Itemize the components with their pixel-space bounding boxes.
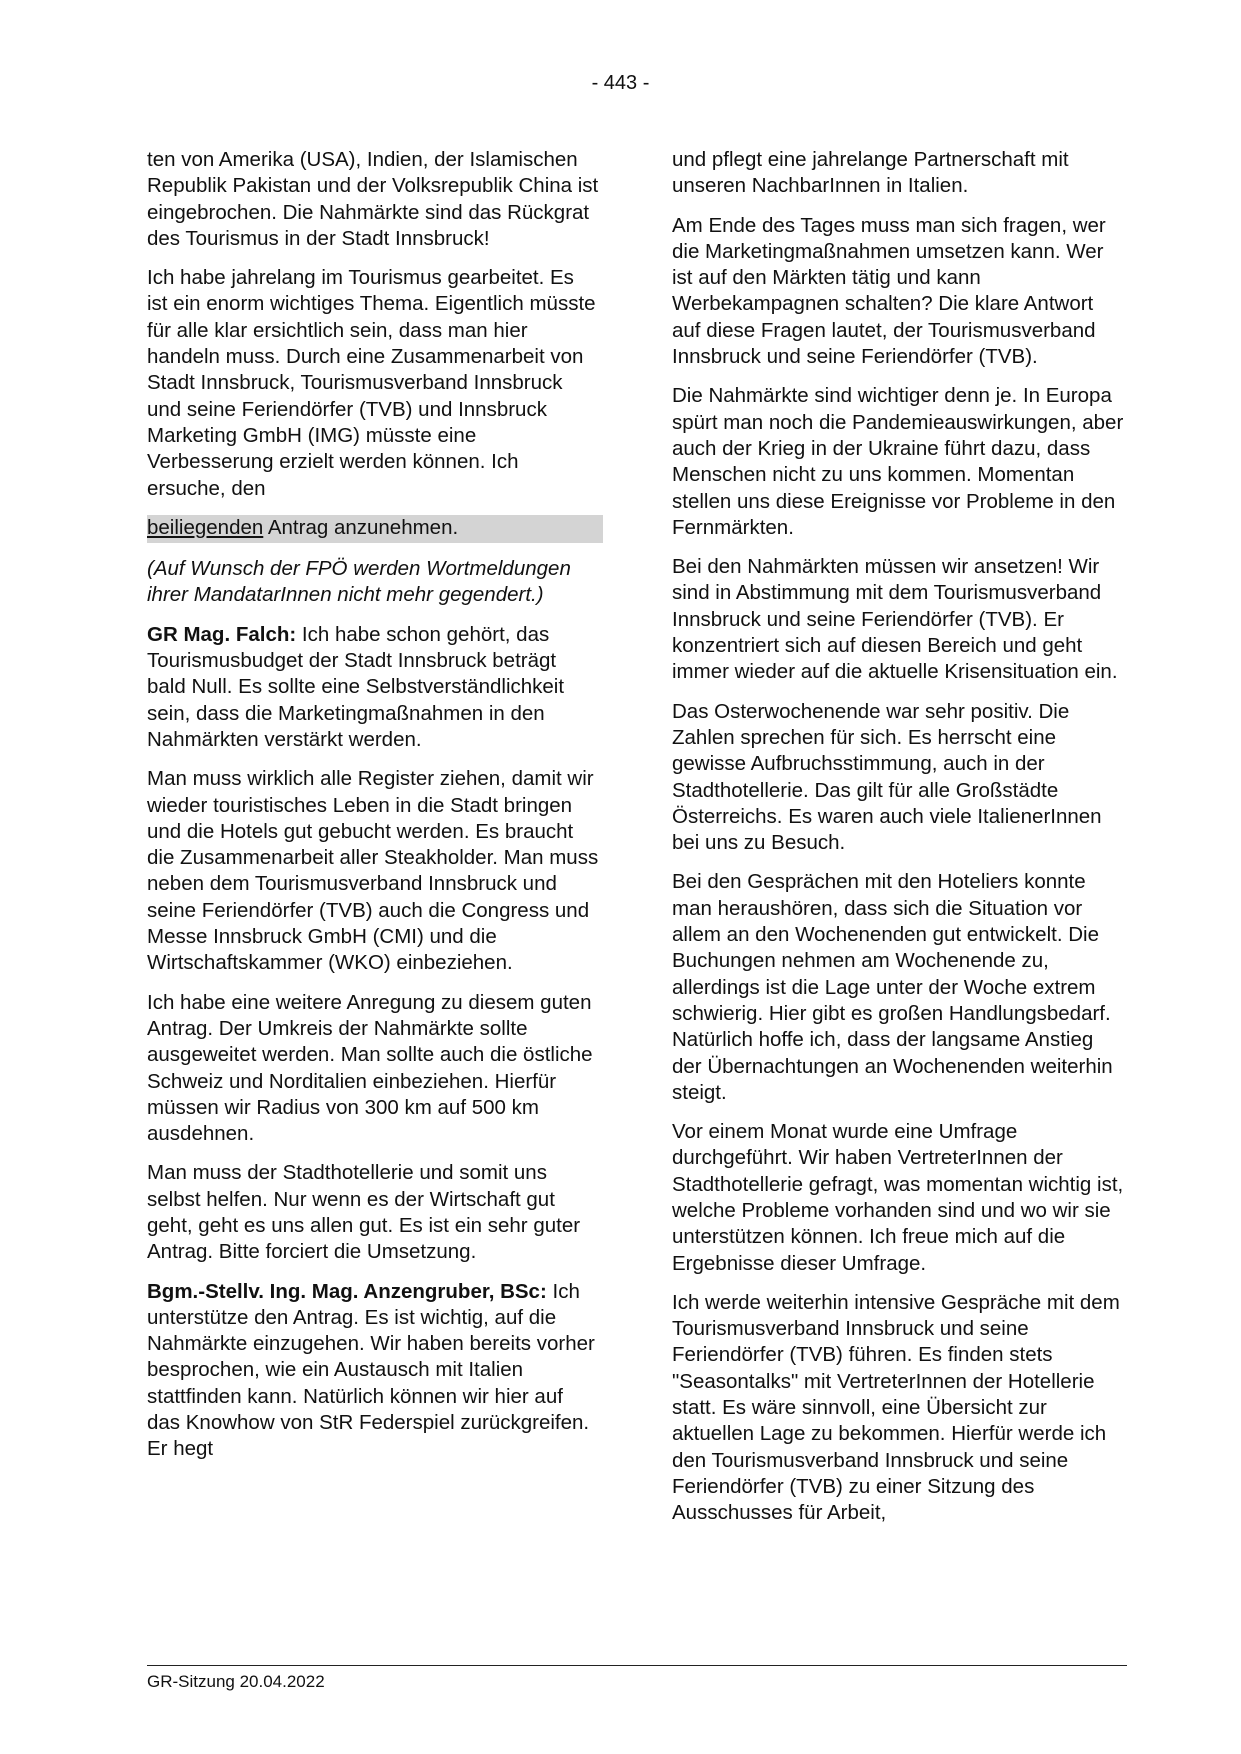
paragraph: und pflegt eine jahrelange Partnerschaft mit unseren NachbarInnen in Italien. <box>672 148 1069 198</box>
motion-text: Antrag anzunehmen. <box>263 515 459 539</box>
page-number: - 443 - <box>591 72 650 94</box>
left-column <box>147 147 599 1476</box>
motion-line <box>147 515 603 543</box>
paragraph: Bei den Nahmärkten müssen wir ansetzen! Wir sind in Abstimmung mit dem Tourismusverband Innsbruck und seine Feriendörfer (TVB). Er konzentriert sich auf diesen Bereich und geht immer wieder auf die aktuelle Krisensituation ein. <box>672 555 1118 684</box>
paragraph: Vor einem Monat wurde eine Umfrage durchgeführt. Wir haben VertreterInnen der Stadthotellerie gefragt, was momentan wichtig ist, welche Probleme vorhanden sind und wo wir sie unterstützen können. Ich freue mich auf die Ergebnisse dieser Umfrage. <box>672 1120 1124 1275</box>
paragraph: Ich werde weiterhin intensive Gespräche mit dem Tourismusverband Innsbruck und seine Feriendörfer (TVB) führen. Es finden stets "Seasontalks" mit VertreterInnen der Hotellerie statt. Es wäre sinnvoll, eine Übersicht zur aktuellen Lage zu bekommen. Hierfür werde ich den Tourismusverband Innsbruck und seine Feriendörfer (TVB) zu einer Sitzung des Ausschusses für Arbeit, <box>672 1290 1120 1525</box>
paragraph: Man muss der Stadthotellerie und somit uns selbst helfen. Nur wenn es der Wirtschaft gut geht, geht es uns allen gut. Es ist ein sehr guter Antrag. Bitte forciert die Umsetzung. <box>147 1161 581 1264</box>
speech-anzengruber <box>147 1279 599 1463</box>
paragraph: Man muss wirklich alle Register ziehen, damit wir wieder touristisches Leben in die Stadt bringen und die Hotels gut gebucht werden. Es braucht die Zusammenarbeit aller Steakholder. Man muss neben dem Tourismusverband Innsbruck und seine Feriendörfer (TVB) auch die Congress und Messe Innsbruck GmbH (CMI) und die Wirtschaftskammer (WKO) einbeziehen. <box>147 767 599 975</box>
paragraph: Ich habe eine weitere Anregung zu diesem guten Antrag. Der Umkreis der Nahmärkte sollte ausgeweitet werden. Man sollte auch die östliche Schweiz und Norditalien einbeziehen. Hierfür müssen wir Radius von 300 km auf 500 km ausdehnen. <box>147 990 593 1146</box>
speaker-name: GR Mag. Falch: <box>147 622 297 646</box>
speech-falch <box>147 622 599 753</box>
speech-text: Ich unterstütze den Antrag. Es ist wichtig, auf die Nahmärkte einzugehen. Wir haben bereits vorher besprochen, wie ein Austausch mit Italien stattfinden kann. Natürlich können wir hier auf das Knowhow von StR Federspiel zurückgreifen. Er hegt <box>147 1279 595 1461</box>
paragraph: ten von Amerika (USA), Indien, der Islamischen Republik Pakistan und der Volksrepublik China ist eingebrochen. Die Nahmärkte sind das Rückgrat des Tourismus in der Stadt Innsbruck! <box>147 148 599 250</box>
paragraph: Bei den Gesprächen mit den Hoteliers konnte man heraushören, dass sich die Situation vor allem an den Wochenenden gut entwickelt. Die Buchungen nehmen am Wochenende zu, allerdings ist die Lage unter der Woche extrem schwierig. Hier gibt es großen Handlungsbedarf. Natürlich hoffe ich, dass der langsame Anstieg der Übernachtungen an Wochenenden weiterhin steigt. <box>672 870 1113 1104</box>
paragraph: Ich habe jahrelang im Tourismus gearbeitet. Es ist ein enorm wichtiges Thema. Eigentlich müsste für alle klar ersichtlich sein, dass man hier handeln muss. Durch eine Zusammenarbeit von Stadt Innsbruck, Tourismusverband Innsbruck und seine Feriendörfer (TVB) und Innsbruck Marketing GmbH (IMG) müsste eine Verbesserung erzielt werden können. Ich ersuche, den <box>147 266 596 500</box>
speaker-name: Bgm.-Stellv. Ing. Mag. Anzengruber, BSc: <box>147 1279 547 1303</box>
footer-divider <box>147 1665 1127 1666</box>
speech-text: Ich habe schon gehört, das Tourismusbudget der Stadt Innsbruck beträgt bald Null. Es sollte eine Selbstverständlichkeit sein, dass die Marketingmaßnahmen in den Nahmärkten verstärkt werden. <box>147 622 565 751</box>
paragraph: Die Nahmärkte sind wichtiger denn je. In Europa spürt man noch die Pandemieauswirkungen, aber auch der Krieg in der Ukraine führt dazu, dass Menschen nicht zu uns kommen. Momentan stellen uns diese Ereignisse vor Probleme in den Fernmärkten. <box>672 384 1124 539</box>
paragraph: Das Osterwochenende war sehr positiv. Die Zahlen sprechen für sich. Es herrscht eine gewisse Aufbruchsstimmung, auch in der Stadthotellerie. Das gilt für alle Großstädte Österreichs. Es waren auch viele ItalienerInnen bei uns zu Besuch. <box>672 699 1102 855</box>
paragraph: Am Ende des Tages muss man sich fragen, wer die Marketingmaßnahmen umsetzen kann. Wer ist auf den Märkten tätig und kann Werbekampagnen schalten? Die klare Antwort auf diese Fragen lautet, der Tourismusverband Innsbruck und seine Feriendörfer (TVB). <box>672 213 1106 369</box>
attachment-link[interactable]: beiliegenden <box>147 515 264 539</box>
right-column <box>672 147 1127 1540</box>
editorial-note: (Auf Wunsch der FPÖ werden Wortmeldungen ihrer MandatarInnen nicht mehr gegendert.) <box>147 557 571 607</box>
footer-session-date: GR-Sitzung 20.04.2022 <box>147 1672 325 1691</box>
